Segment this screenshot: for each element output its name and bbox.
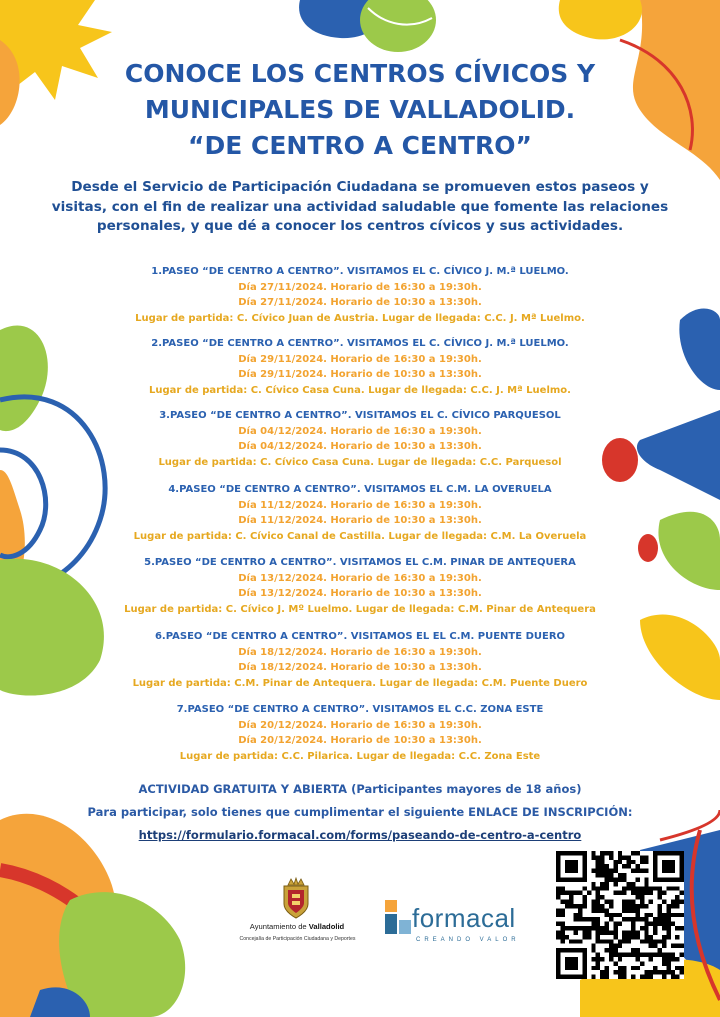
formacal-name: formacal — [412, 903, 516, 933]
title-line-1: CONOCE LOS CENTROS CÍVICOS Y — [124, 59, 596, 88]
intro-line: personales, y que dé a conocer los centros cívicos y sus actividades. — [96, 218, 624, 234]
paseo-date: Día 27/11/2024. Horario de 16:30 a 19:30h. — [238, 281, 482, 293]
paseo-heading: 4.PASEO “DE CENTRO A CENTRO”. VISITAMOS EL C.M. LA OVERUELA — [168, 484, 552, 495]
paseo-place: Lugar de partida: C. Cívico Canal de Castilla. Lugar de llegada: C.M. La Overuela — [133, 530, 587, 542]
paseo-heading: 7.PASEO “DE CENTRO A CENTRO”. VISITAMOS EL C.C. ZONA ESTE — [176, 704, 544, 715]
formacal-tagline: CREANDO VALOR — [416, 937, 520, 943]
paseo-date: Día 20/12/2024. Horario de 16:30 a 19:30h. — [238, 719, 482, 731]
paseo-date: Día 04/12/2024. Horario de 16:30 a 19:30h. — [238, 425, 482, 437]
paseo-date: Día 11/12/2024. Horario de 10:30 a 13:30h. — [238, 515, 482, 526]
ayuntamiento-prefix: Ayuntamiento de — [249, 922, 309, 931]
paseo-date: Día 29/11/2024. Horario de 10:30 a 13:30h. — [238, 369, 482, 380]
paseo-heading: 2.PASEO “DE CENTRO A CENTRO”. VISITAMOS EL C. CÍVICO J. M.ª LUELMO. — [151, 338, 569, 349]
paseo-place: Lugar de partida: C. Cívico Casa Cuna. Lugar de llegada: C.C. Parquesol — [158, 456, 562, 468]
sponsor-logos — [230, 870, 520, 962]
paseo-date: Día 11/12/2024. Horario de 16:30 a 19:30h. — [238, 499, 482, 511]
ayuntamiento-city: Valladolid — [308, 922, 345, 931]
title-line-2: MUNICIPALES DE VALLADOLID. — [144, 95, 576, 124]
paseo-date: Día 20/12/2024. Horario de 10:30 a 13:30h. — [238, 735, 482, 746]
paseo-place: Lugar de partida: C. Cívico J. Mº Luelmo. Lugar de llegada: C.M. Pinar de Antequera — [124, 603, 596, 615]
instructions-text: Para participar, solo tienes que cumplimentar el siguiente ENLACE DE INSCRIPCIÓN: — [87, 805, 633, 819]
paseo-heading: 3.PASEO “DE CENTRO A CENTRO”. VISITAMOS EL C. CÍVICO PARQUESOL — [159, 410, 561, 421]
paseo-1 — [80, 264, 640, 326]
paseo-heading: 1.PASEO “DE CENTRO A CENTRO”. VISITAMOS EL C. CÍVICO J. M.ª LUELMO. — [151, 266, 569, 277]
paseo-2 — [80, 336, 640, 398]
paseo-date: Día 29/11/2024. Horario de 16:30 a 19:30h. — [238, 353, 482, 365]
paseo-4 — [80, 482, 640, 544]
paseo-place: Lugar de partida: C. Cívico Juan de Austria. Lugar de llegada: C.C. J. Mª Luelmo. — [135, 312, 585, 324]
paseo-heading: 5.PASEO “DE CENTRO A CENTRO”. VISITAMOS EL C.M. PINAR DE ANTEQUERA — [144, 557, 576, 568]
paseo-place: Lugar de partida: C.C. Pilarica. Lugar de llegada: C.C. Zona Este — [179, 750, 541, 762]
qr-code-icon[interactable] — [556, 851, 684, 979]
paseo-heading: 6.PASEO “DE CENTRO A CENTRO”. VISITAMOS EL EL C.M. PUENTE DUERO — [154, 631, 566, 642]
paseo-6 — [80, 629, 640, 691]
paseo-date: Día 13/12/2024. Horario de 10:30 a 13:30h. — [238, 588, 482, 599]
paseo-date: Día 27/11/2024. Horario de 10:30 a 13:30h. — [238, 297, 482, 308]
paseo-date: Día 04/12/2024. Horario de 10:30 a 13:30h. — [238, 441, 482, 452]
paseo-date: Día 13/12/2024. Horario de 16:30 a 19:30h. — [238, 572, 482, 584]
paseo-5 — [80, 555, 640, 617]
valladolid-coat-of-arms-icon — [278, 876, 314, 920]
intro-line: Desde el Servicio de Participación Ciudadana se promueven estos paseos y — [71, 179, 649, 195]
concejalia-name: Concejalía de Participación Ciudadana y Deportes — [239, 936, 356, 942]
paseo-3 — [80, 408, 640, 470]
registration-link[interactable]: https://formulario.formacal.com/forms/paseando-de-centro-a-centro — [138, 828, 582, 842]
footer-info — [60, 778, 660, 847]
intro-line: visitas, con el fin de realizar una actividad saludable que fomente las relaciones — [51, 198, 669, 215]
paseo-7 — [80, 702, 640, 764]
paseo-place: Lugar de partida: C.M. Pinar de Antequera. Lugar de llegada: C.M. Puente Duero — [132, 677, 588, 689]
ayuntamiento-name — [232, 922, 362, 932]
intro-paragraph — [30, 178, 690, 237]
paseo-place: Lugar de partida: C. Cívico Casa Cuna. Lugar de llegada: C.C. J. Mª Luelmo. — [149, 384, 571, 396]
paseo-date: Día 18/12/2024. Horario de 16:30 a 19:30h. — [238, 646, 482, 658]
formacal-logo-icon — [383, 894, 413, 938]
free-activity-text: ACTIVIDAD GRATUITA Y ABIERTA (Participantes mayores de 18 años) — [138, 782, 582, 796]
title-line-3: “DE CENTRO A CENTRO” — [188, 131, 532, 160]
paseo-date: Día 18/12/2024. Horario de 10:30 a 13:30h. — [238, 662, 482, 673]
